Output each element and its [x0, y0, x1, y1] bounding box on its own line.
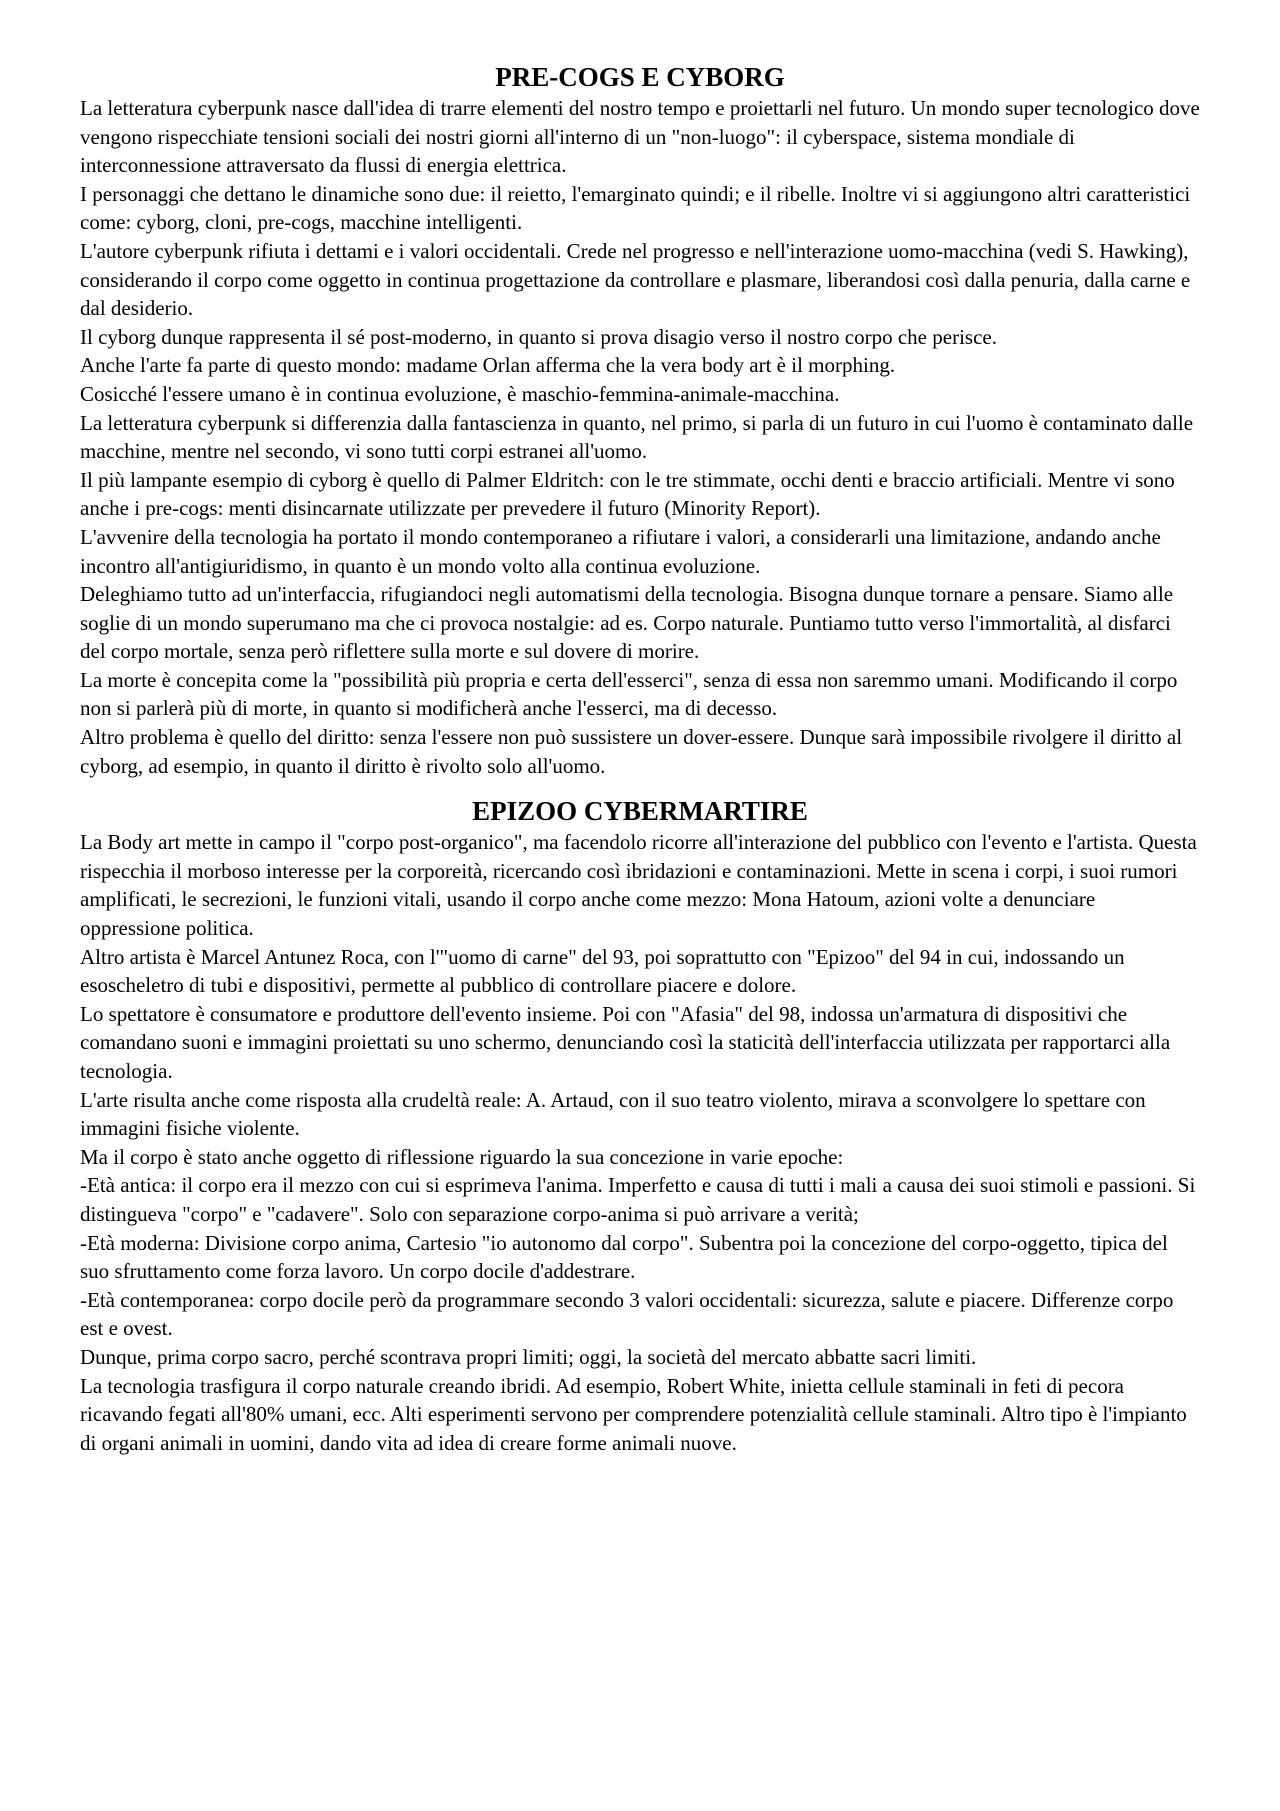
paragraph: La tecnologia trasfigura il corpo naturale creando ibridi. Ad esempio, Robert White, inietta cellule staminali in feti di pecora ricavando fegati all'80% umani, ecc. Alti esperimenti servono per comprendere potenzialità cellule staminali. Altro tipo è l'impianto di organi animali in uomini, dando vita ad idea di creare forme animali nuove.: [80, 1373, 1187, 1455]
paragraph: Cosicché l'essere umano è in continua evoluzione, è maschio-femmina-animale-macchina.: [80, 381, 840, 406]
section-title: EPIZOO CYBERMARTIRE: [472, 796, 808, 827]
paragraph: Il più lampante esempio di cyborg è quello di Palmer Eldritch: con le tre stimmate, occhi denti e braccio artificiali. Mentre vi sono anche i pre-cogs: menti disincarnate utilizzate per prevedere il futuro (Minority Report).: [80, 467, 1175, 521]
paragraph: L'arte risulta anche come risposta alla crudeltà reale: A. Artaud, con il suo teatro violento, mirava a sconvolgere lo spettare con immagini fisiche violente.: [80, 1087, 1146, 1141]
paragraph: La letteratura cyberpunk nasce dall'idea di trarre elementi del nostro tempo e proiettarli nel futuro. Un mondo super tecnologico dove vengono rispecchiate tensioni sociali dei nostri giorni all'interno di un "non-luogo": il cyberspace, sistema mondiale di interconnessione attraversato da flussi di energia elettrica.: [80, 96, 1200, 178]
paragraph: I personaggi che dettano le dinamiche sono due: il reietto, l'emarginato quindi; e il ribelle. Inoltre vi si aggiungono altri caratteristici come: cyborg, cloni, pre-cogs, macchine intelligenti.: [80, 181, 1191, 235]
paragraph: Dunque, prima corpo sacro, perché scontrava propri limiti; oggi, la società del mercato abbatte sacri limiti.: [80, 1344, 977, 1369]
paragraph: -Età antica: il corpo era il mezzo con cui si esprimeva l'anima. Imperfetto e causa di tutti i mali a causa dei suoi stimoli e passioni. Si distingueva "corpo" e "cadavere". Solo con separazione corpo-anima si può arrivare a verità;: [80, 1173, 1196, 1226]
paragraph: La letteratura cyberpunk si differenzia dalla fantascienza in quanto, nel primo, si parla di un futuro in cui l'uomo è contaminato dalle macchine, mentre nel secondo, vi sono tutti corpi estranei all'uomo.: [80, 410, 1194, 464]
section-title: PRE-COGS E CYBORG: [495, 62, 785, 92]
paragraph: Altro problema è quello del diritto: senza l'essere non può sussistere un dover-essere. Dunque sarà impossibile rivolgere il diritto al cyborg, ad esempio, in quanto il diritto è rivolto solo all'uomo.: [80, 725, 1183, 778]
paragraph: Lo spettatore è consumatore e produttore dell'evento insieme. Poi con "Afasia" del 98, indossa un'armatura di dispositivi che comandano suoni e immagini proiettati su uno schermo, denunciando così la staticità dell'interfaccia utilizzata per rapportarci alla tecnologia.: [80, 1001, 1171, 1083]
paragraph: Ma il corpo è stato anche oggetto di riflessione riguardo la sua concezione in varie epoche:: [80, 1144, 844, 1169]
paragraph: Deleghiamo tutto ad un'interfaccia, rifugiandoci negli automatismi della tecnologia. Bisogna dunque tornare a pensare. Siamo alle soglie di un mondo superumano ma che ci provoca nostalgie: ad es. Corpo naturale. Puntiamo tutto verso l'immortalità, al disfarci del corpo mortale, senza però riflettere sulla morte e sul dovere di morire.: [80, 582, 1174, 664]
paragraph: L'autore cyberpunk rifiuta i dettami e i valori occidentali. Crede nel progresso e nell'interazione uomo-macchina (vedi S. Hawking), considerando il corpo come oggetto in continua progettazione da controllare e plasmare, liberandosi così dalla penuria, dalla carne e dal desiderio.: [80, 238, 1191, 321]
paragraph: La morte è concepita come la "possibilità più propria e certa dell'esserci", senza di essa non saremmo umani. Modificando il corpo non si parlerà più di morte, in quanto si modificherà anche l'esserci, ma di decesso.: [80, 667, 1178, 721]
section-epizoo-cybermartire: [80, 794, 1200, 1457]
paragraph: Altro artista è Marcel Antunez Roca, con l'"uomo di carne" del 93, poi soprattutto con "Epizoo" del 94 in cui, indossando un esoscheletro di tubi e dispositivi, permette al pubblico di controllare piacere e dolore.: [80, 944, 1125, 998]
paragraph: Il cyborg dunque rappresenta il sé post-moderno, in quanto si prova disagio verso il nostro corpo che perisce.: [80, 324, 997, 349]
document-page: [80, 60, 1200, 1457]
paragraph: La Body art mette in campo il "corpo post-organico", ma facendolo ricorre all'interazione del pubblico con l'evento e l'artista. Questa rispecchia il morboso interesse per la corporeità, ricercando così ibridazioni e contaminazioni. Mette in scena i corpi, i suoi rumori amplificati, le secrezioni, le funzioni vitali, usando il corpo anche come mezzo: Mona Hatoum, azioni volte a denunciare oppressione politica.: [80, 830, 1197, 941]
paragraph: -Età contemporanea: corpo docile però da programmare secondo 3 valori occidentali: sicurezza, salute e piacere. Differenze corpo est e ovest.: [80, 1287, 1174, 1341]
paragraph: L'avvenire della tecnologia ha portato il mondo contemporaneo a rifiutare i valori, a considerarli una limitazione, andando anche incontro all'antigiuridismo, in quanto è un mondo volto alla continua evoluzione.: [80, 524, 1161, 578]
section-pre-cogs-e-cyborg: [80, 60, 1200, 780]
paragraph: -Età moderna: Divisione corpo anima, Cartesio "io autonomo dal corpo". Subentra poi la concezione del corpo-oggetto, tipica del suo sfruttamento come forza lavoro. Un corpo docile d'addestrare.: [80, 1230, 1168, 1284]
paragraph: Anche l'arte fa parte di questo mondo: madame Orlan afferma che la vera body art è il morphing.: [80, 353, 896, 378]
